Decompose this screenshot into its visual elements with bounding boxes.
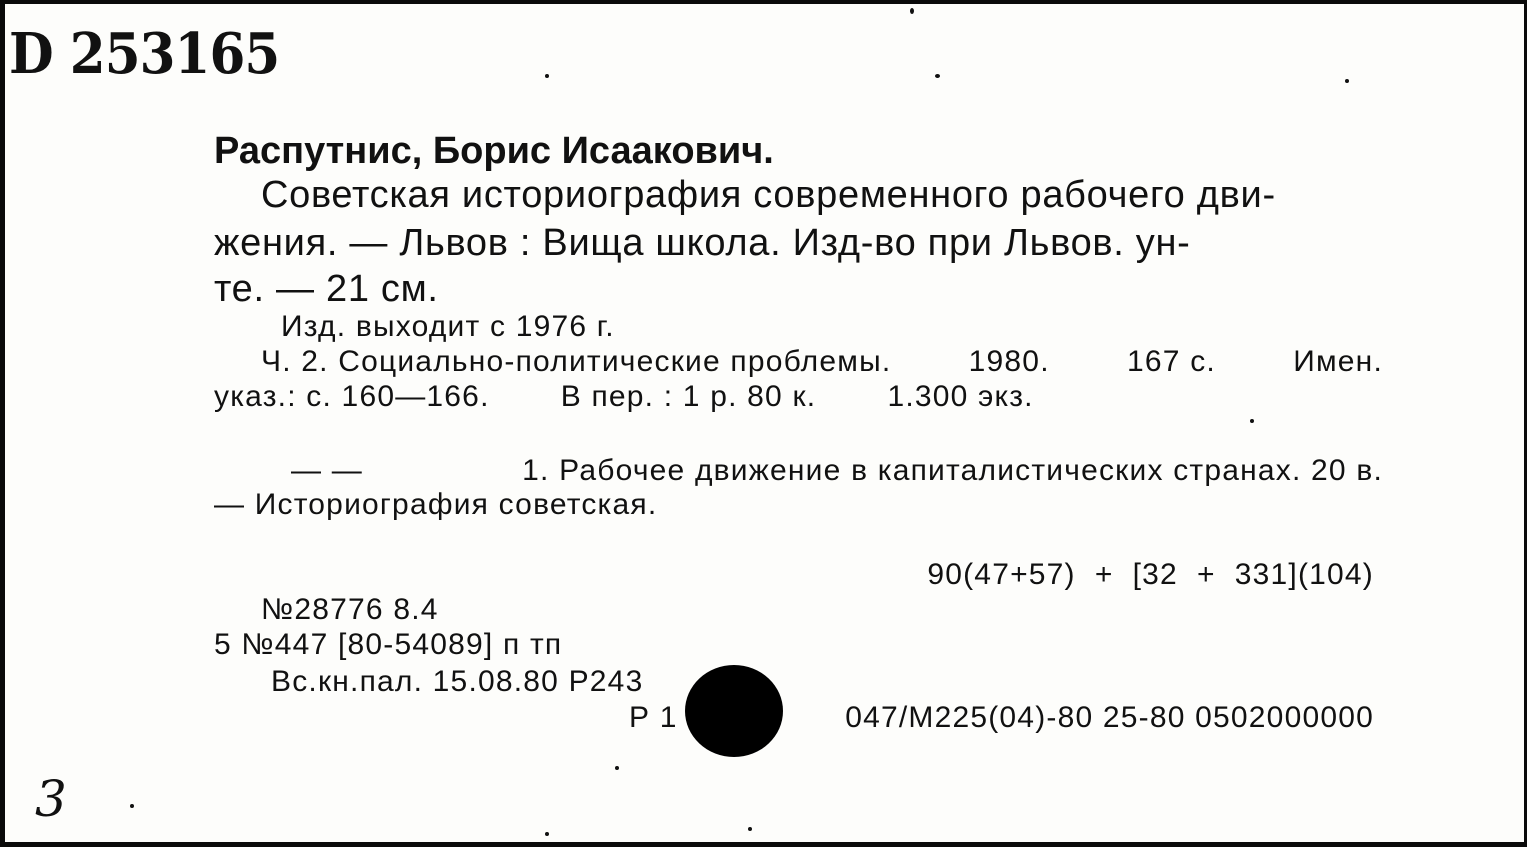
copies: 1.300 экз.	[887, 380, 1034, 413]
handwritten-mark: 3	[35, 770, 67, 828]
subject-line-1	[291, 456, 1383, 486]
details-line	[214, 382, 1034, 412]
publication-note: Изд. выходит с 1976 г.	[281, 310, 615, 343]
index-code: 047/М225(04)-80 25-80 0502000000	[845, 701, 1374, 734]
punch-hole	[685, 665, 783, 757]
part-year: 1980.	[968, 345, 1050, 378]
speck	[615, 766, 619, 770]
part-line	[261, 347, 1383, 377]
title-line-1: Советская историография современного рабочего дви-	[261, 174, 1276, 216]
author-name: Распутнис, Борис Исаакович.	[214, 130, 774, 172]
book-chamber-stamp: Вс.кн.пал. 15.08.80 Р243	[271, 665, 644, 698]
price: В пер. : 1 р. 80 к.	[560, 380, 817, 413]
speck	[1250, 419, 1254, 423]
speck	[130, 804, 134, 808]
speck	[910, 8, 914, 14]
part-title: Ч. 2. Социально-политические проблемы.	[261, 345, 892, 378]
speck	[545, 832, 549, 836]
speck	[935, 74, 940, 78]
index-pages: указ.: с. 160—166.	[214, 380, 490, 413]
title-line-3: те. — 21 см.	[214, 268, 439, 310]
catalog-number: №28776 8.4	[261, 593, 439, 626]
classification-index: 90(47+57) + [32 + 331](104)	[927, 558, 1374, 591]
subject-dashes: — —	[291, 454, 363, 487]
speck	[748, 827, 752, 831]
subject-line-2: — Историография советская.	[214, 488, 658, 521]
inventory-number: D 253165	[9, 21, 280, 87]
title-line-2: жения. — Львов : Вища школа. Изд-во при Львов. ун-	[214, 222, 1191, 264]
speck	[545, 74, 549, 78]
part-pages: 167 с.	[1127, 345, 1216, 378]
index-label: Имен.	[1293, 345, 1383, 378]
subject-heading: 1. Рабочее движение в капиталистических странах. 20 в.	[522, 454, 1383, 487]
speck	[1345, 79, 1349, 83]
index-code-prefix: Р 1	[629, 701, 678, 734]
order-number: 5 №447 [80-54089] п тп	[214, 628, 563, 661]
